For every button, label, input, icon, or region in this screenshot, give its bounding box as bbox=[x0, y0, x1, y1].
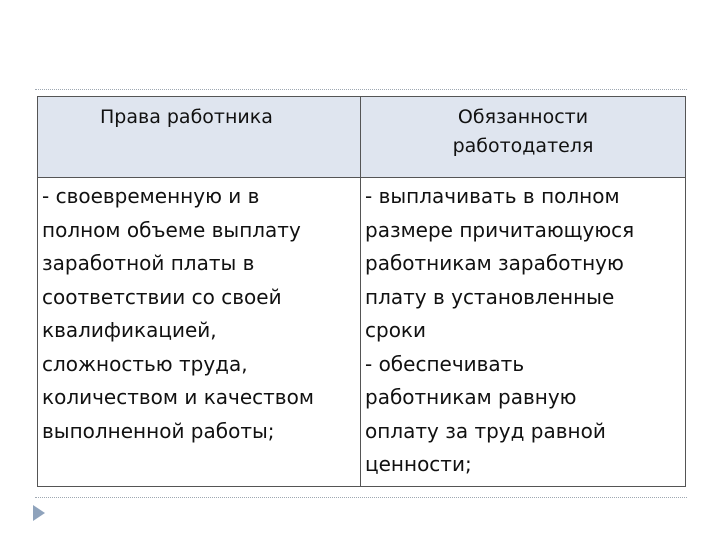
bottom-divider bbox=[35, 497, 687, 498]
header-employer-duties-line-1: Обязанности bbox=[457, 106, 589, 128]
employer-duties-cell bbox=[361, 178, 686, 487]
rights-line: заработной платы в bbox=[42, 251, 255, 275]
header-employee-rights bbox=[38, 97, 361, 178]
top-divider bbox=[35, 89, 687, 90]
rights-line: - своевременную и в bbox=[42, 184, 260, 208]
header-employer-duties-line-2: работодателя bbox=[452, 135, 594, 157]
rights-duties-table bbox=[37, 96, 686, 487]
rights-line: сложностью труда, bbox=[42, 351, 248, 376]
employee-rights-cell bbox=[38, 178, 361, 487]
duties-line: ценности; bbox=[365, 452, 472, 476]
duties-line: - выплачивать в полном bbox=[365, 184, 620, 208]
rights-line: выполненной работы; bbox=[42, 418, 275, 443]
rights-line: полном объеме выплату bbox=[42, 217, 301, 242]
duties-line: работникам равную bbox=[365, 385, 577, 409]
rights-line: квалификацией, bbox=[42, 318, 217, 342]
rights-line: соответствии со своей bbox=[42, 284, 282, 309]
header-employer-duties bbox=[361, 97, 686, 178]
duties-line: плату в установленные bbox=[365, 284, 615, 309]
duties-line: сроки bbox=[365, 318, 427, 342]
rights-line: количеством и качеством bbox=[42, 385, 314, 409]
duties-line: оплату за труд равной bbox=[365, 418, 606, 443]
triangle-arrow-icon bbox=[33, 505, 45, 521]
duties-line: работникам заработную bbox=[365, 251, 624, 275]
duties-line: размере причитающуюся bbox=[365, 217, 635, 242]
duties-line: - обеспечивать bbox=[365, 351, 525, 376]
table-row bbox=[38, 178, 686, 487]
header-employee-rights-label: Права работника bbox=[100, 106, 273, 128]
table-header-row bbox=[38, 97, 686, 178]
